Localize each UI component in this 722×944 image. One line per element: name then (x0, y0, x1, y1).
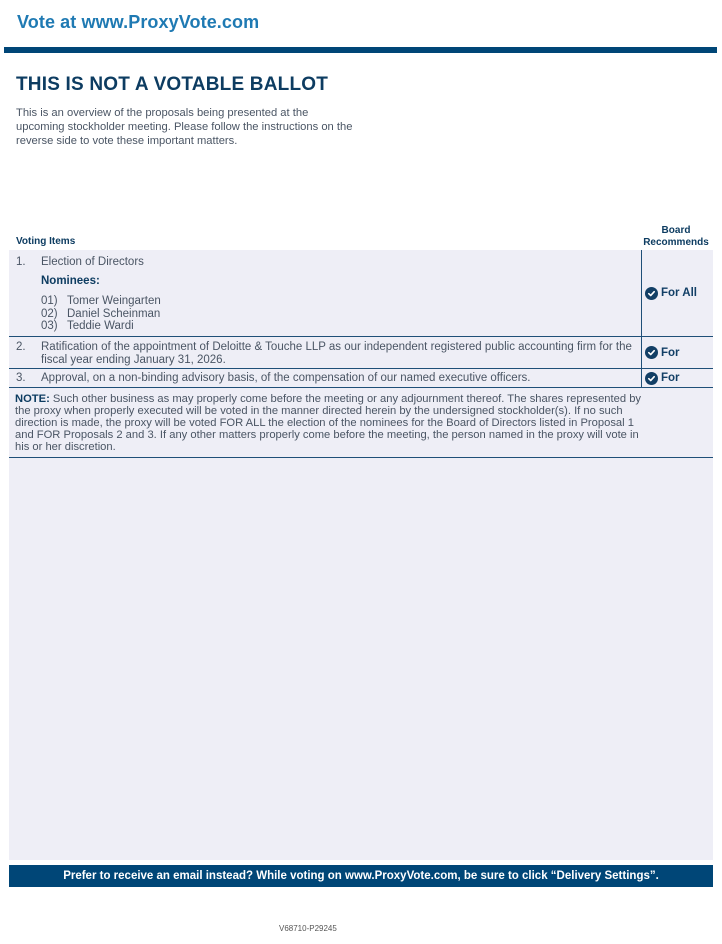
voting-item-1 (9, 250, 713, 337)
header-divider (4, 47, 717, 53)
page-title: THIS IS NOT A VOTABLE BALLOT (16, 74, 329, 95)
item-text: Ratification of the appointment of Deloitte & Touche LLP as our independent registered public accounting firm for the fiscal year ending January 31, 2026. (41, 341, 632, 366)
board-recommendation (641, 250, 713, 336)
check-circle-icon (645, 346, 658, 359)
item-number: 1. (16, 256, 26, 268)
nominees-label: Nominees: (41, 275, 100, 287)
voting-item-3 (9, 369, 713, 388)
check-circle-icon (645, 287, 658, 300)
voting-item-2 (9, 337, 713, 369)
nominee-name: Daniel Scheinman (67, 307, 161, 320)
nominee: 01) Tomer Weingarten (41, 295, 161, 307)
note-section (9, 388, 713, 458)
note-label: NOTE: (15, 393, 50, 405)
item-text: Election of Directors (41, 256, 144, 268)
item-number: 3. (16, 372, 26, 384)
check-circle-icon (645, 372, 658, 385)
recommendation-label: For (661, 346, 680, 359)
nominee: 02) Daniel Scheinman (41, 307, 161, 320)
note-body: Such other business as may properly come before the meeting or any adjournment thereof. The shares represented by the proxy when properly executed will be voted in the manner directed herein by the undersigned stockholder(s). If no such direction is made, the proxy will be voted FOR ALL the election of the nominees for the Board of Directors listed in Proposal 1 and FOR Proposals 2 and 3. If any other matters properly come before the meeting, the person named in the proxy will vote in his or her discretion. (15, 393, 642, 453)
intro-text: This is an overview of the proposals being presented at the upcoming stockholder meeting. Please follow the instructions on the reverse side to vote these important matters. (16, 107, 353, 147)
board-recommends-header: Board Recommends (643, 225, 709, 248)
item-number: 2. (16, 341, 26, 353)
delivery-settings-banner: Prefer to receive an email instead? While voting on www.ProxyVote.com, be sure to click “Delivery Settings”. (9, 865, 713, 887)
voting-items-header: Voting Items (16, 236, 76, 247)
nominee: 03) Teddie Wardi (41, 320, 134, 332)
nominee-name: Teddie Wardi (67, 320, 134, 332)
board-recommendation (641, 369, 713, 387)
recommendation-label: For All (661, 287, 697, 299)
nominee-name: Tomer Weingarten (67, 295, 161, 307)
item-text: Approval, on a non-binding advisory basis, of the compensation of our named executive officers. (41, 372, 531, 384)
board-recommendation (641, 337, 713, 368)
document-code: V68710-P29245 (279, 924, 337, 933)
recommendation-label: For (661, 372, 680, 384)
note-text (15, 393, 643, 453)
proxyvote-link[interactable]: Vote at www.ProxyVote.com (17, 12, 260, 32)
